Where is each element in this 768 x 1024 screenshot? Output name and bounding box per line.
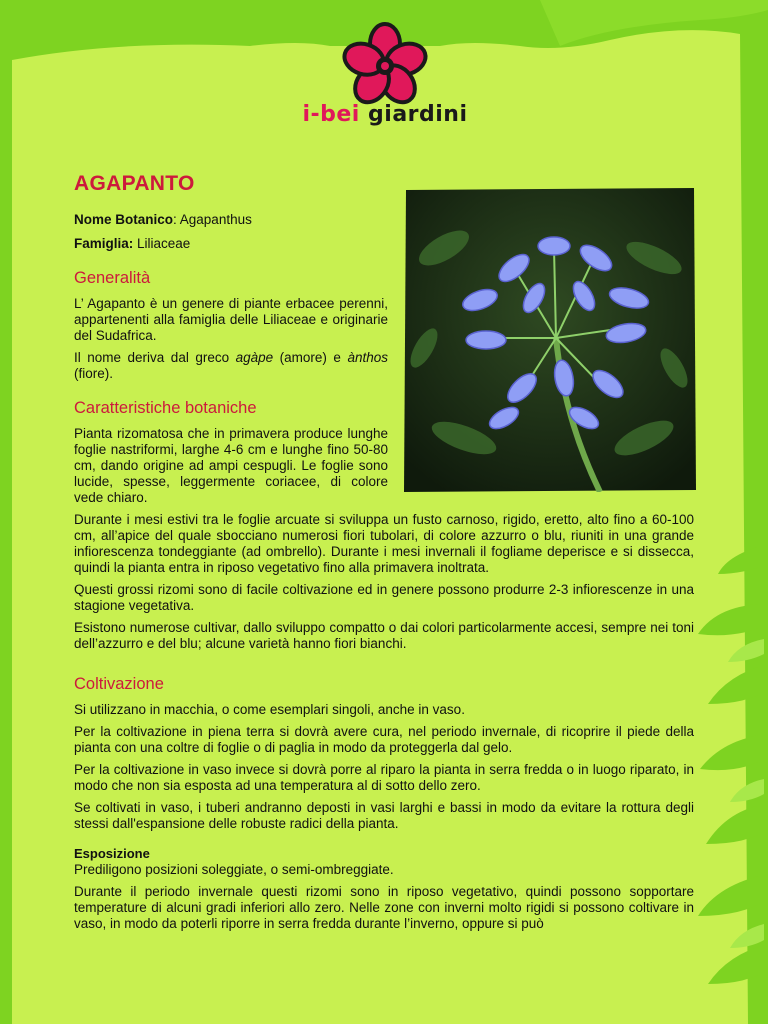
botanical-name-label: Nome Botanico: [74, 212, 174, 227]
text-run: (fiore).: [74, 366, 114, 381]
paragraph: Esistono numerose cultivar, dallo sviluppo compatto o dai colori particolarmente accesi, sempre nei toni dell’azzurro e del blu; alcune varietà hanno fiori bianchi.: [74, 620, 694, 651]
article: [74, 172, 694, 938]
paragraph: L’ Agapanto è un genere di piante erbacee perenni, appartenenti alla famiglia delle Liliaceae e originarie del Sudafrica.: [74, 296, 388, 343]
page-title: AGAPANTO: [74, 172, 195, 195]
leaf-decoration-icon: [688, 544, 768, 1024]
text-run: (amore) e: [273, 350, 348, 365]
heading-esposizione: Esposizione: [74, 846, 150, 861]
paragraph: Per la coltivazione in piena terra si dovrà avere cura, nel periodo invernale, di ricoprire il piede della pianta con una coltre di foglie o di paglia in modo da proteggerla dal gelo.: [74, 724, 694, 755]
paragraph: Prediligono posizioni soleggiate, o semi-ombreggiate.: [74, 862, 394, 877]
agapanthus-photo: [404, 188, 696, 492]
paragraph: Questi grossi rizomi sono di facile coltivazione ed in genere possono produrre 2-3 infiorescenze in una stagione vegetativa.: [74, 582, 694, 613]
heading-coltivazione: Coltivazione: [74, 675, 164, 693]
family-label: Famiglia:: [74, 236, 134, 251]
paragraph: Si utilizzano in macchia, o come esemplari singoli, anche in vaso.: [74, 702, 465, 717]
term-agape: agàpe: [235, 350, 274, 365]
botanical-name-row: Nome Botanico: Agapanthus: [74, 212, 252, 227]
heading-generalita: Generalità: [74, 269, 151, 287]
paragraph: Per la coltivazione in vaso invece si dovrà porre al riparo la pianta in serra fredda o in luogo riparato, in modo che non sia esposta ad una temperatura al di sotto dello zero.: [74, 762, 694, 793]
heading-caratteristiche: Caratteristiche botaniche: [74, 399, 257, 417]
paragraph: Pianta rizomatosa che in primavera produce lunghe foglie nastriformi, larghe 4-6 cm e lunghe fino 50-80 cm, dando origine ad ampi cespugli. Le foglie sono lucide, spesse, leggermente coriacee, di colore vede chiaro.: [74, 426, 388, 505]
brand-name-part2: giardini: [368, 102, 468, 127]
section-coltivazione: [74, 676, 694, 932]
paragraph: Durante i mesi estivi tra le foglie arcuate si sviluppa un fusto carnoso, rigido, eretto, alto fino a 60-100 cm, all’apice del quale sbocciano numerosi fiori tubolari, di colore azzurro o blu, riuniti in una grande infiorescenza tondeggiante (ad ombrello). Durante i mesi invernali il fogliame deperisce e si dissecca, quindi la pianta entra in riposo vegetativo fino alla primavera inoltrata.: [74, 512, 694, 575]
family-value: Liliaceae: [137, 236, 191, 251]
botanical-name-value: Agapanthus: [179, 212, 252, 227]
brand-logo-text: [300, 102, 470, 127]
paragraph: Se coltivati in vaso, i tuberi andranno deposti in vasi larghi e bassi in modo da evitare la rottura degli stessi dall'espansione delle robuste radici della pianta.: [74, 800, 694, 831]
term-anthos: ànthos: [347, 350, 388, 365]
text-run: Il nome deriva dal greco: [74, 350, 236, 365]
brand-name-part1: i-bei: [302, 102, 360, 127]
paragraph: Durante il periodo invernale questi rizomi sono in riposo vegetativo, quindi possono sopportare temperature di alcuni gradi inferiori allo zero. Nelle zone con inverni molto rigidi si possono coltivare in vaso, in modo da poterli riporre in serra fredda durante l’inverno, oppure si può: [74, 884, 694, 931]
